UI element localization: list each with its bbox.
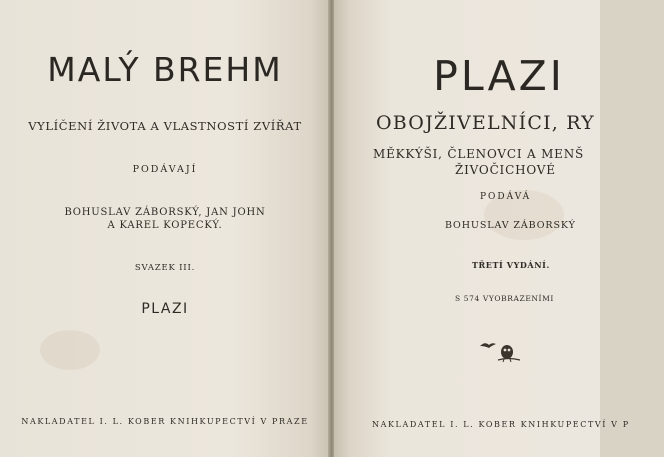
right-page-title: PLAZI — [433, 52, 565, 100]
birds-vignette-icon — [478, 338, 522, 364]
right-page-subtitle-line1: OBOJŽIVELNÍCI, RY — [376, 112, 595, 134]
right-page-author: BOHUSLAV ZÁBORSKÝ — [445, 220, 576, 231]
left-page-volume: SVAZEK III. — [134, 263, 196, 273]
left-page-authors-line1: BOHUSLAV ZÁBORSKÝ, JAN JOHN — [64, 207, 266, 218]
left-page-subtitle: VYLÍČENÍ ŽIVOTA A VLASTNOSTÍ ZVÍŘAT — [28, 119, 302, 133]
left-page-volume-title: PLAZI — [141, 301, 189, 317]
left-page-title: MALÝ BREHM — [47, 50, 283, 89]
right-page-publisher: NAKLADATEL I. L. KOBER KNIHKUPECTVÍ V P — [372, 420, 630, 429]
right-page-illustrations: S 574 VYOBRAZENÍMI — [455, 294, 554, 303]
right-page-edition: TŘETÍ VYDÁNÍ. — [472, 260, 550, 270]
left-page-podavaji: PODÁVAJÍ — [132, 164, 198, 175]
right-page-subtitle-line2: MĚKKÝŠI, ČLENOVCI A MENŠ — [373, 147, 585, 161]
right-page-subtitle-line3: ŽIVOČICHOVÉ — [455, 163, 556, 177]
left-page-authors-line2: A KAREL KOPECKÝ. — [107, 220, 223, 231]
right-page-podava: PODÁVÁ — [480, 192, 532, 202]
paper-stain — [40, 330, 100, 370]
left-page-publisher: NAKLADATEL I. L. KOBER KNIHKUPECTVÍ V PRAZE — [21, 417, 309, 426]
